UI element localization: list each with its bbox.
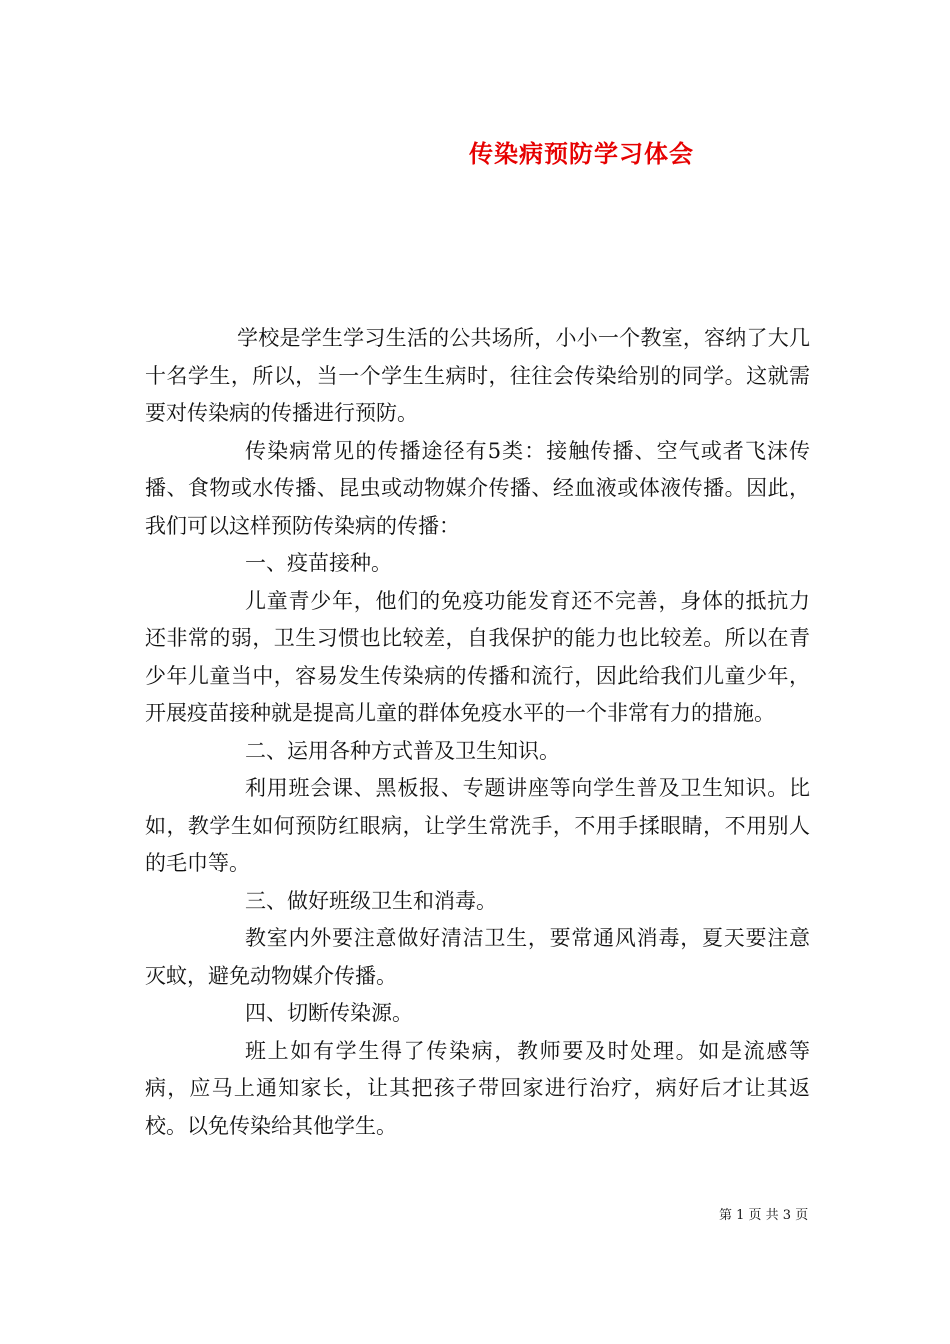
section-heading-vaccination: 一、疫苗接种。 bbox=[245, 551, 392, 575]
paragraph-class-hygiene: 教室内外要注意做好清洁卫生，要常通风消毒，夏天要注意灭蚊，避免动物媒介传播。 bbox=[145, 926, 810, 988]
section-heading-class-hygiene: 三、做好班级卫生和消毒。 bbox=[245, 888, 497, 913]
section-heading-hygiene-knowledge: 二、运用各种方式普及卫生知识。 bbox=[245, 738, 560, 763]
page-number-footer: 第 1 页 共 3 页 bbox=[719, 1208, 809, 1223]
paragraph-vaccination: 儿童青少年，他们的免疫功能发育还不完善，身体的抵抗力还非常的弱，卫生习惯也比较差，自我保护的能力也比较差。所以在青少年儿童当中，容易发生传染病的传播和流行，因此给我们儿童少年，开展疫苗接种就是提高儿童的群体免疫水平的一个非常有力的措施。 bbox=[145, 588, 810, 725]
paragraph-hygiene-knowledge: 利用班会课、黑板报、专题讲座等向学生普及卫生知识。比如，教学生如何预防红眼病，让学生常洗手，不用手揉眼睛，不用别人的毛巾等。 bbox=[145, 776, 810, 875]
paragraph-transmission-routes: 传染病常见的传播途径有5类：接触传播、空气或者飞沫传播、食物或水传播、昆虫或动物媒介传播、经血液或体液传播。因此，我们可以这样预防传染病的传播： bbox=[145, 438, 810, 538]
document-body bbox=[145, 320, 810, 1145]
section-heading-cut-source: 四、切断传染源。 bbox=[245, 1001, 413, 1025]
paragraph-cut-source: 班上如有学生得了传染病，教师要及时处理。如是流感等病，应马上通知家长，让其把孩子带回家进行治疗，病好后才让其返校。以免传染给其他学生。 bbox=[145, 1038, 810, 1138]
document-title: 传染病预防学习体会 bbox=[469, 139, 694, 168]
paragraph-intro: 学校是学生学习生活的公共场所，小小一个教室，容纳了大几十名学生，所以，当一个学生生病时，往往会传染给别的同学。这就需要对传染病的传播进行预防。 bbox=[145, 326, 810, 425]
